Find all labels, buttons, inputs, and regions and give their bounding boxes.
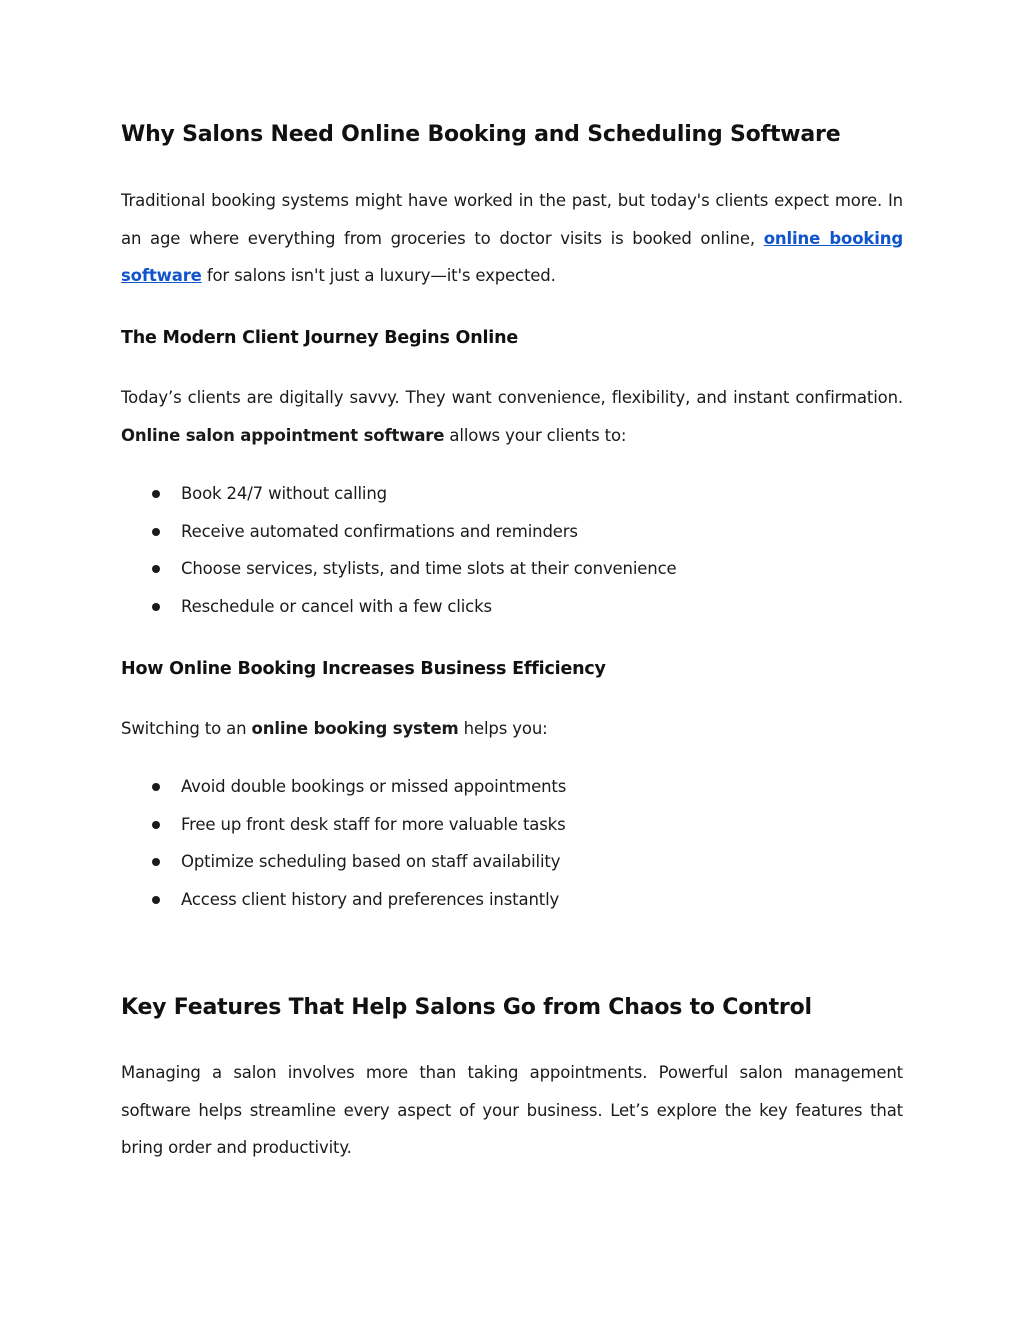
list-item-text: Access client history and preferences instantly <box>181 889 560 909</box>
online-booking-software-link[interactable]: online booking software <box>121 228 903 286</box>
paragraph-text: for salons isn't just a luxury—it's expected. <box>201 266 556 286</box>
paragraph-switching <box>121 710 903 748</box>
intro-paragraph <box>121 182 903 295</box>
bullet-icon <box>152 603 160 611</box>
bullet-icon <box>152 896 160 904</box>
section-heading-3 <box>121 657 903 681</box>
key-features-paragraph <box>121 1054 903 1167</box>
client-benefits-list <box>121 475 903 625</box>
bullet-icon <box>152 858 160 866</box>
paragraph-text: allows your clients to: <box>444 425 627 445</box>
bullet-icon <box>152 528 160 536</box>
bullet-icon <box>152 783 160 791</box>
bullet-icon <box>152 565 160 573</box>
section-heading-1 <box>121 121 903 149</box>
client-journey-paragraph <box>121 379 903 454</box>
list-item-text: Receive automated confirmations and reminders <box>181 521 578 541</box>
paragraph-managing-salon: Managing a salon involves more than taking appointments. Powerful salon management software helps streamline every aspect of your business. Let’s explore the key features that bring order and productivity. <box>121 1063 903 1158</box>
paragraph-text: Today’s clients are digitally savvy. They want convenience, flexibility, and instant confirmation. <box>121 388 903 407</box>
bold-phrase: Online salon appointment software <box>121 425 445 445</box>
bold-phrase: online booking system <box>251 719 459 738</box>
section-heading-4 <box>121 994 903 1022</box>
paragraph-text: Traditional booking systems might have worked in the past, but today's clients expect more. In an age where everything from groceries to doctor visits is booked online, <box>121 191 903 248</box>
list-item-text: Optimize scheduling based on staff availability <box>181 852 561 872</box>
bullet-icon <box>152 821 160 829</box>
efficiency-paragraph <box>121 710 903 748</box>
efficiency-benefits-list <box>121 768 903 918</box>
bullet-icon <box>152 490 160 498</box>
paragraph-text: Switching to an <box>121 719 252 738</box>
section-heading-2 <box>121 326 903 350</box>
paragraph-traditional-booking <box>121 182 903 295</box>
paragraph-digitally-savvy <box>121 379 903 454</box>
heading-key-features: Key Features That Help Salons Go from Chaos to Control <box>121 995 812 1020</box>
list-item-text: Free up front desk staff for more valuable tasks <box>181 814 566 834</box>
list-item <box>121 475 903 513</box>
list-item <box>121 550 903 588</box>
list-item <box>121 768 903 806</box>
list-item <box>121 806 903 844</box>
list-item-text: Choose services, stylists, and time slots at their convenience <box>181 559 677 579</box>
list-item-text: Reschedule or cancel with a few clicks <box>181 596 492 616</box>
heading-why-salons: Why Salons Need Online Booking and Scheduling Software <box>121 122 841 147</box>
list-item-text: Book 24/7 without calling <box>181 484 387 503</box>
heading-business-efficiency: How Online Booking Increases Business Efficiency <box>121 659 606 679</box>
list-item-text: Avoid double bookings or missed appointments <box>181 777 567 796</box>
bullet-list <box>121 768 903 918</box>
bullet-list <box>121 475 903 625</box>
paragraph-text: helps you: <box>458 719 548 738</box>
list-item <box>121 881 903 919</box>
heading-modern-client-journey: The Modern Client Journey Begins Online <box>121 328 519 348</box>
list-item <box>121 513 903 551</box>
list-item <box>121 843 903 881</box>
list-item <box>121 588 903 626</box>
